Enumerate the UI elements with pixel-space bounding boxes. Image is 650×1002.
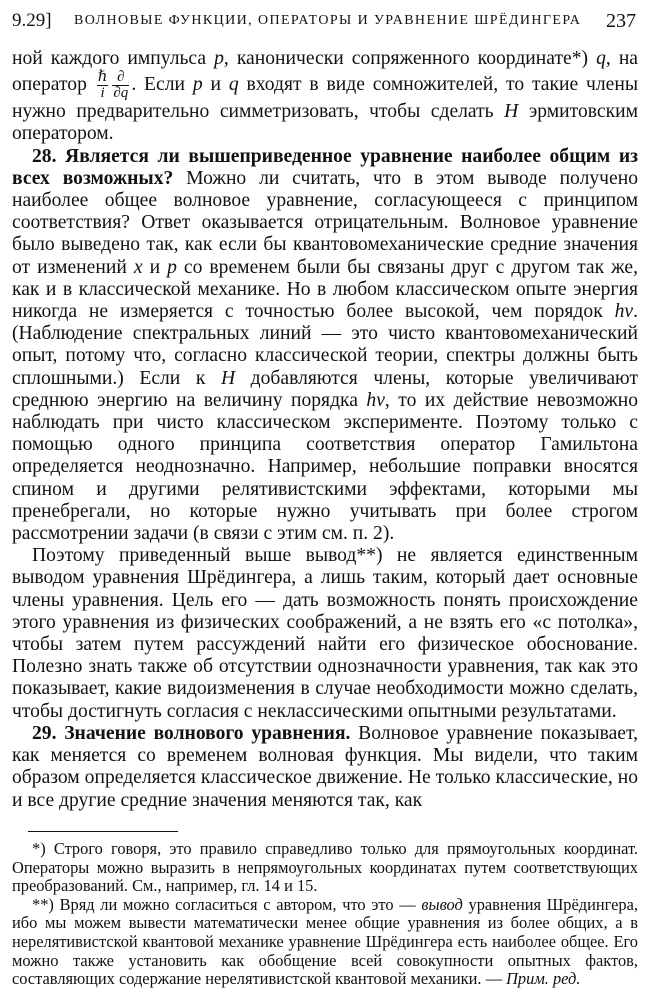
symbol-h: H	[504, 101, 519, 123]
text-run: со временем были бы связаны друг с другом так же, как и в классической механике. Но в любом классическом опыте энергия никогда не измеряется с точностью более высокой, чем порядок	[12, 256, 638, 323]
symbol-p: p	[167, 256, 177, 278]
text-run: и	[202, 74, 229, 96]
text-run: , канонически сопряженного координате*)	[223, 48, 597, 69]
text-run: Можно ли считать, что в этом выводе получено наиболее общее волновое уравнение, согласующееся с принципом соответствия? Ответ оказывается отрицательным. Волновое уравнение было выведено так, как если бы квантовомеханические средние значения от изменений	[12, 167, 638, 278]
text-run: **) Вряд ли можно согласиться с автором, что это —	[32, 894, 422, 914]
symbol-q: q	[596, 48, 606, 69]
footnote-divider	[28, 831, 178, 832]
main-text	[12, 48, 638, 812]
fraction-numerator: ℏ	[97, 69, 108, 86]
paragraph-continuation	[12, 48, 638, 146]
text-run: , на оператор	[12, 48, 639, 96]
running-title: ВОЛНОВЫЕ ФУНКЦИИ, ОПЕРАТОРЫ И УРАВНЕНИЕ ШРЁДИНГЕРА	[74, 13, 582, 28]
text-run: , то их действие невозможно наблюдать при чисто классическом эксперименте. Поэтому только с помощью одного принципа соответствия оператор Гамильтона определяется неоднозначно. Например, небольшие поправки вносятся спином и другими релятивистскими эффектами, которыми мы пренебрегали, но которые нужно учитывать при более строгом рассмотрении задачи (в связи с этим см. п. 2).	[12, 389, 638, 545]
text-run: добавляются члены, которые увеличивают среднюю энергию на величину порядка	[12, 367, 639, 411]
fraction-partial-dq	[112, 70, 129, 101]
symbol-x: x	[133, 256, 143, 278]
page-header	[12, 8, 636, 34]
section-number: 9.29]	[12, 10, 52, 31]
page-number: 237	[606, 9, 636, 32]
symbol-h: H	[220, 367, 236, 389]
text-run: ной каждого импульса	[12, 48, 215, 69]
text-run: и	[142, 256, 168, 278]
editor-note-signature: Прим. ред.	[506, 969, 581, 989]
symbol-h-nu: hν	[614, 301, 634, 323]
fraction-denominator: i	[100, 85, 105, 102]
emphasis: вывод	[421, 894, 463, 914]
section-29-heading: 29. Значение волнового уравнения.	[32, 722, 351, 744]
section-28-paragraph	[12, 146, 638, 546]
fraction-hbar-over-i	[97, 70, 109, 101]
symbol-q: q	[228, 74, 239, 96]
symbol-p: p	[214, 48, 224, 69]
symbol-h-nu: hν	[366, 389, 385, 411]
fraction-numerator: ∂	[112, 70, 129, 86]
text-run: уравнения Шрёдингера, ибо мы можем вывести математически менее общие уравнения из более общих, а в нерелятивистской квантовой механике уравнение Шрёдингера есть наиболее общее. Его можно также установить как обобщение всей совокупности опытных фактов, составляющих содержание нерелятивистской квантовой механики. —	[12, 894, 638, 989]
text-run: . (Наблюдение спектральных линий — это чисто квантовомеханический опыт, потому что, согласно классической теории, спектры должны быть сплошными.) Если к	[12, 301, 638, 389]
footnote-2	[12, 896, 638, 989]
fraction-denominator: ∂q	[113, 85, 129, 102]
text-run: . Если	[131, 74, 193, 96]
text-run: входят в виде сомножителей, то такие члены нужно предварительно симметризовать, чтобы сделать	[12, 74, 639, 123]
footnote-1: *) Строго говоря, это правило справедливо только для прямоугольных координат. Операторы можно выразить в непрямоугольных координатах путем соответствующих преобразований. См., например, гл. 14 и 15.	[12, 839, 638, 896]
footnotes	[12, 840, 638, 989]
text-run: Волновое уравнение показывает, как меняется со временем волновая функция. Мы видели, что таким образом определяется классическое движение. Не только классические, но и все другие средние значения меняются так, как	[12, 722, 638, 811]
symbol-p: p	[192, 74, 203, 96]
section-28-heading: 28. Является ли вышеприведенное уравнение наиболее общим из всех возможных?	[12, 145, 638, 189]
paragraph-derivation-note: Поэтому приведенный выше вывод**) не является единственным выводом уравнения Шрёдингера, а лишь таким, который дает основные члены уравнения. Цель его — дать возможность понять происхождение этого уравнения из физических соображений, а не взять его «с потолка», чтобы затем путем рассуждений найти его физическое обоснование. Полезно знать также об отсутствии однозначности уравнения, так как это показывает, какие видоизменения в случае необходимости можно сделать, чтобы достигнуть согласия с неклассическими опытными результатами.	[12, 545, 638, 722]
text-run: эрмитовским оператором.	[12, 101, 638, 145]
section-29-paragraph	[12, 723, 638, 812]
